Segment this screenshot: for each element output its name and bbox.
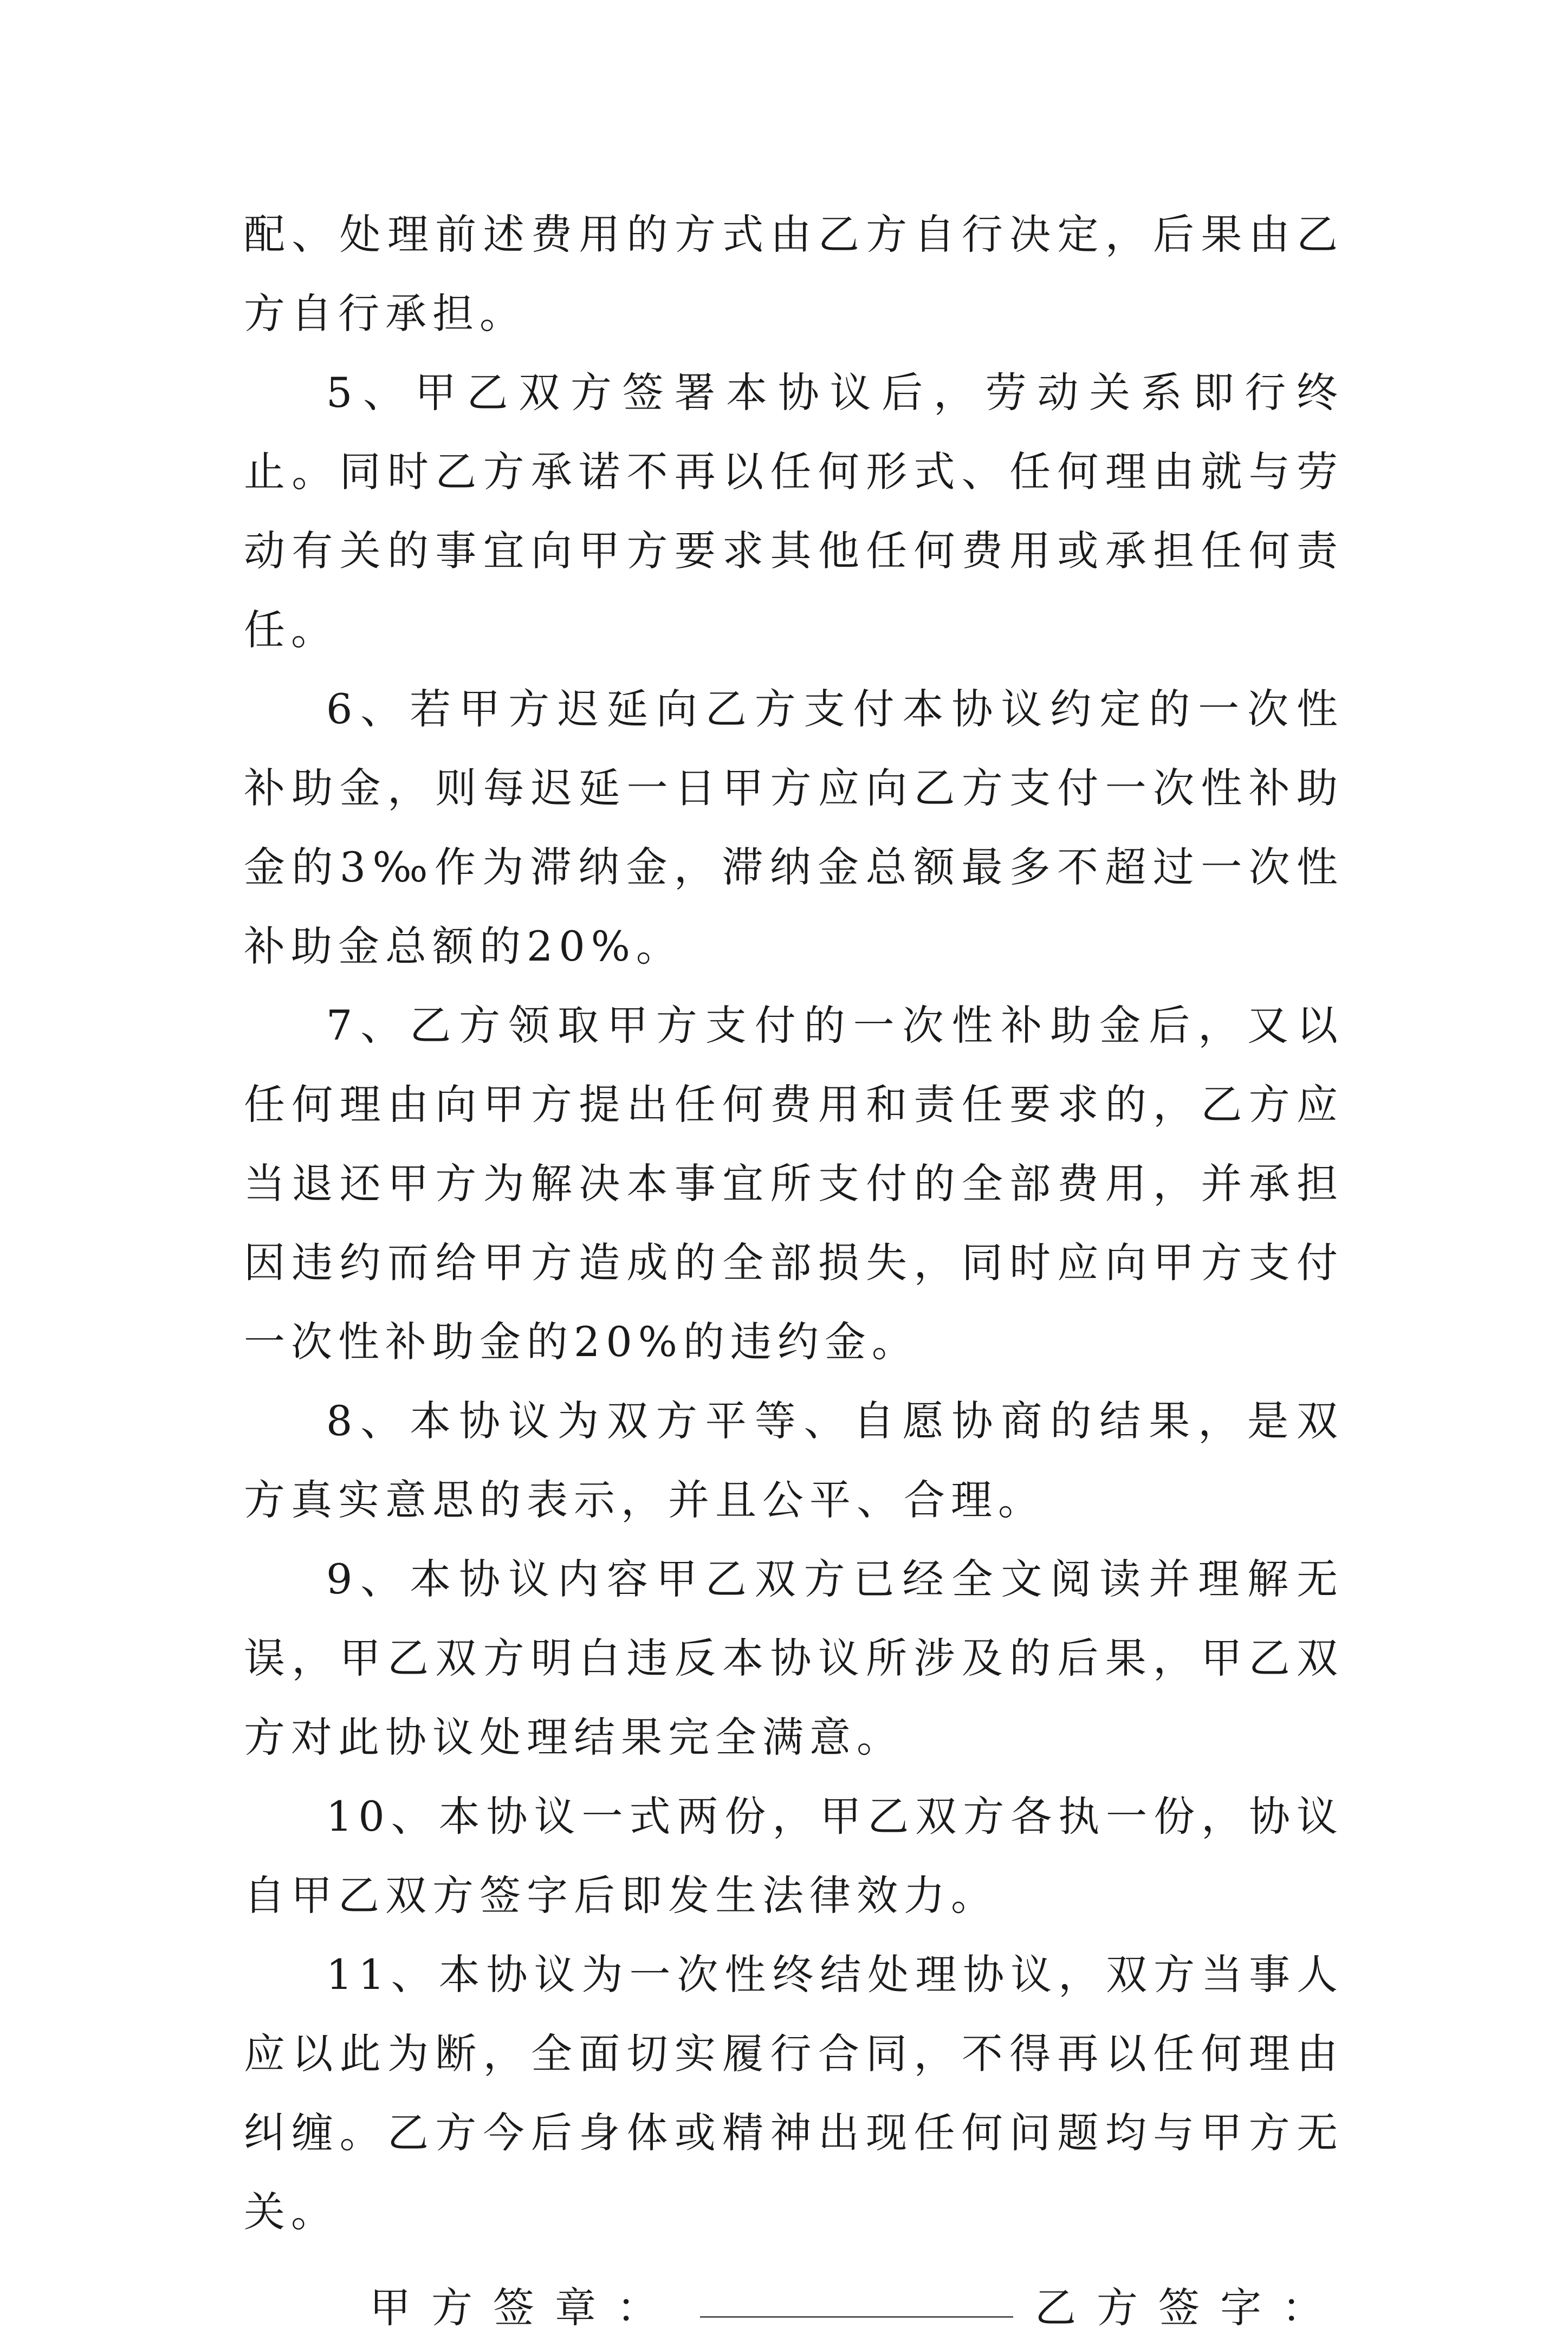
paragraph-11: 11、本协议为一次性终结处理协议，双方当事人应以此为断，全面切实履行合同，不得再以任何理由纠缠。乙方今后身体或精神出现任何问题均与甲方无关。	[244, 1950, 1344, 2236]
paragraph-9: 9、本协议内容甲乙双方已经全文阅读并理解无误，甲乙双方明白违反本协议所涉及的后果，甲乙双方对此协议处理结果完全满意。	[244, 1555, 1344, 1761]
document-page	[244, 195, 1344, 2334]
party-a-signature-line[interactable]	[700, 2284, 1013, 2318]
paragraph-7: 7、乙方领取甲方支付的一次性补助金后，又以任何理由向甲方提出任何费用和责任要求的，乙方应当退还甲方为解决本事宜所支付的全部费用，并承担因违约而给甲方造成的全部损失，同时应向甲方支付一次性补助金的20%的违约金。	[244, 1001, 1344, 1366]
signature-row	[244, 2255, 1344, 2334]
paragraph-5: 5、甲乙双方签署本协议后，劳动关系即行终止。同时乙方承诺不再以任何形式、任何理由就与劳动有关的事宜向甲方要求其他任何费用或承担任何责任。	[244, 368, 1344, 654]
paragraph-10: 10、本协议一式两份，甲乙双方各执一份，协议自甲乙双方签字后即发生法律效力。	[244, 1792, 1344, 1920]
party-a-signature-label: 甲方签章：	[370, 2284, 678, 2332]
party-b-signature-label: 乙方签字：	[1035, 2284, 1344, 2332]
paragraph-4-continued: 配、处理前述费用的方式由乙方自行决定，后果由乙方自行承担。	[244, 210, 1344, 338]
paragraph-6: 6、若甲方迟延向乙方支付本协议约定的一次性补助金，则每迟延一日甲方应向乙方支付一次性补助金的3‰作为滞纳金，滞纳金总额最多不超过一次性补助金总额的20%。	[244, 685, 1344, 970]
paragraph-8: 8、本协议为双方平等、自愿协商的结果，是双方真实意思的表示，并且公平、合理。	[244, 1397, 1344, 1524]
